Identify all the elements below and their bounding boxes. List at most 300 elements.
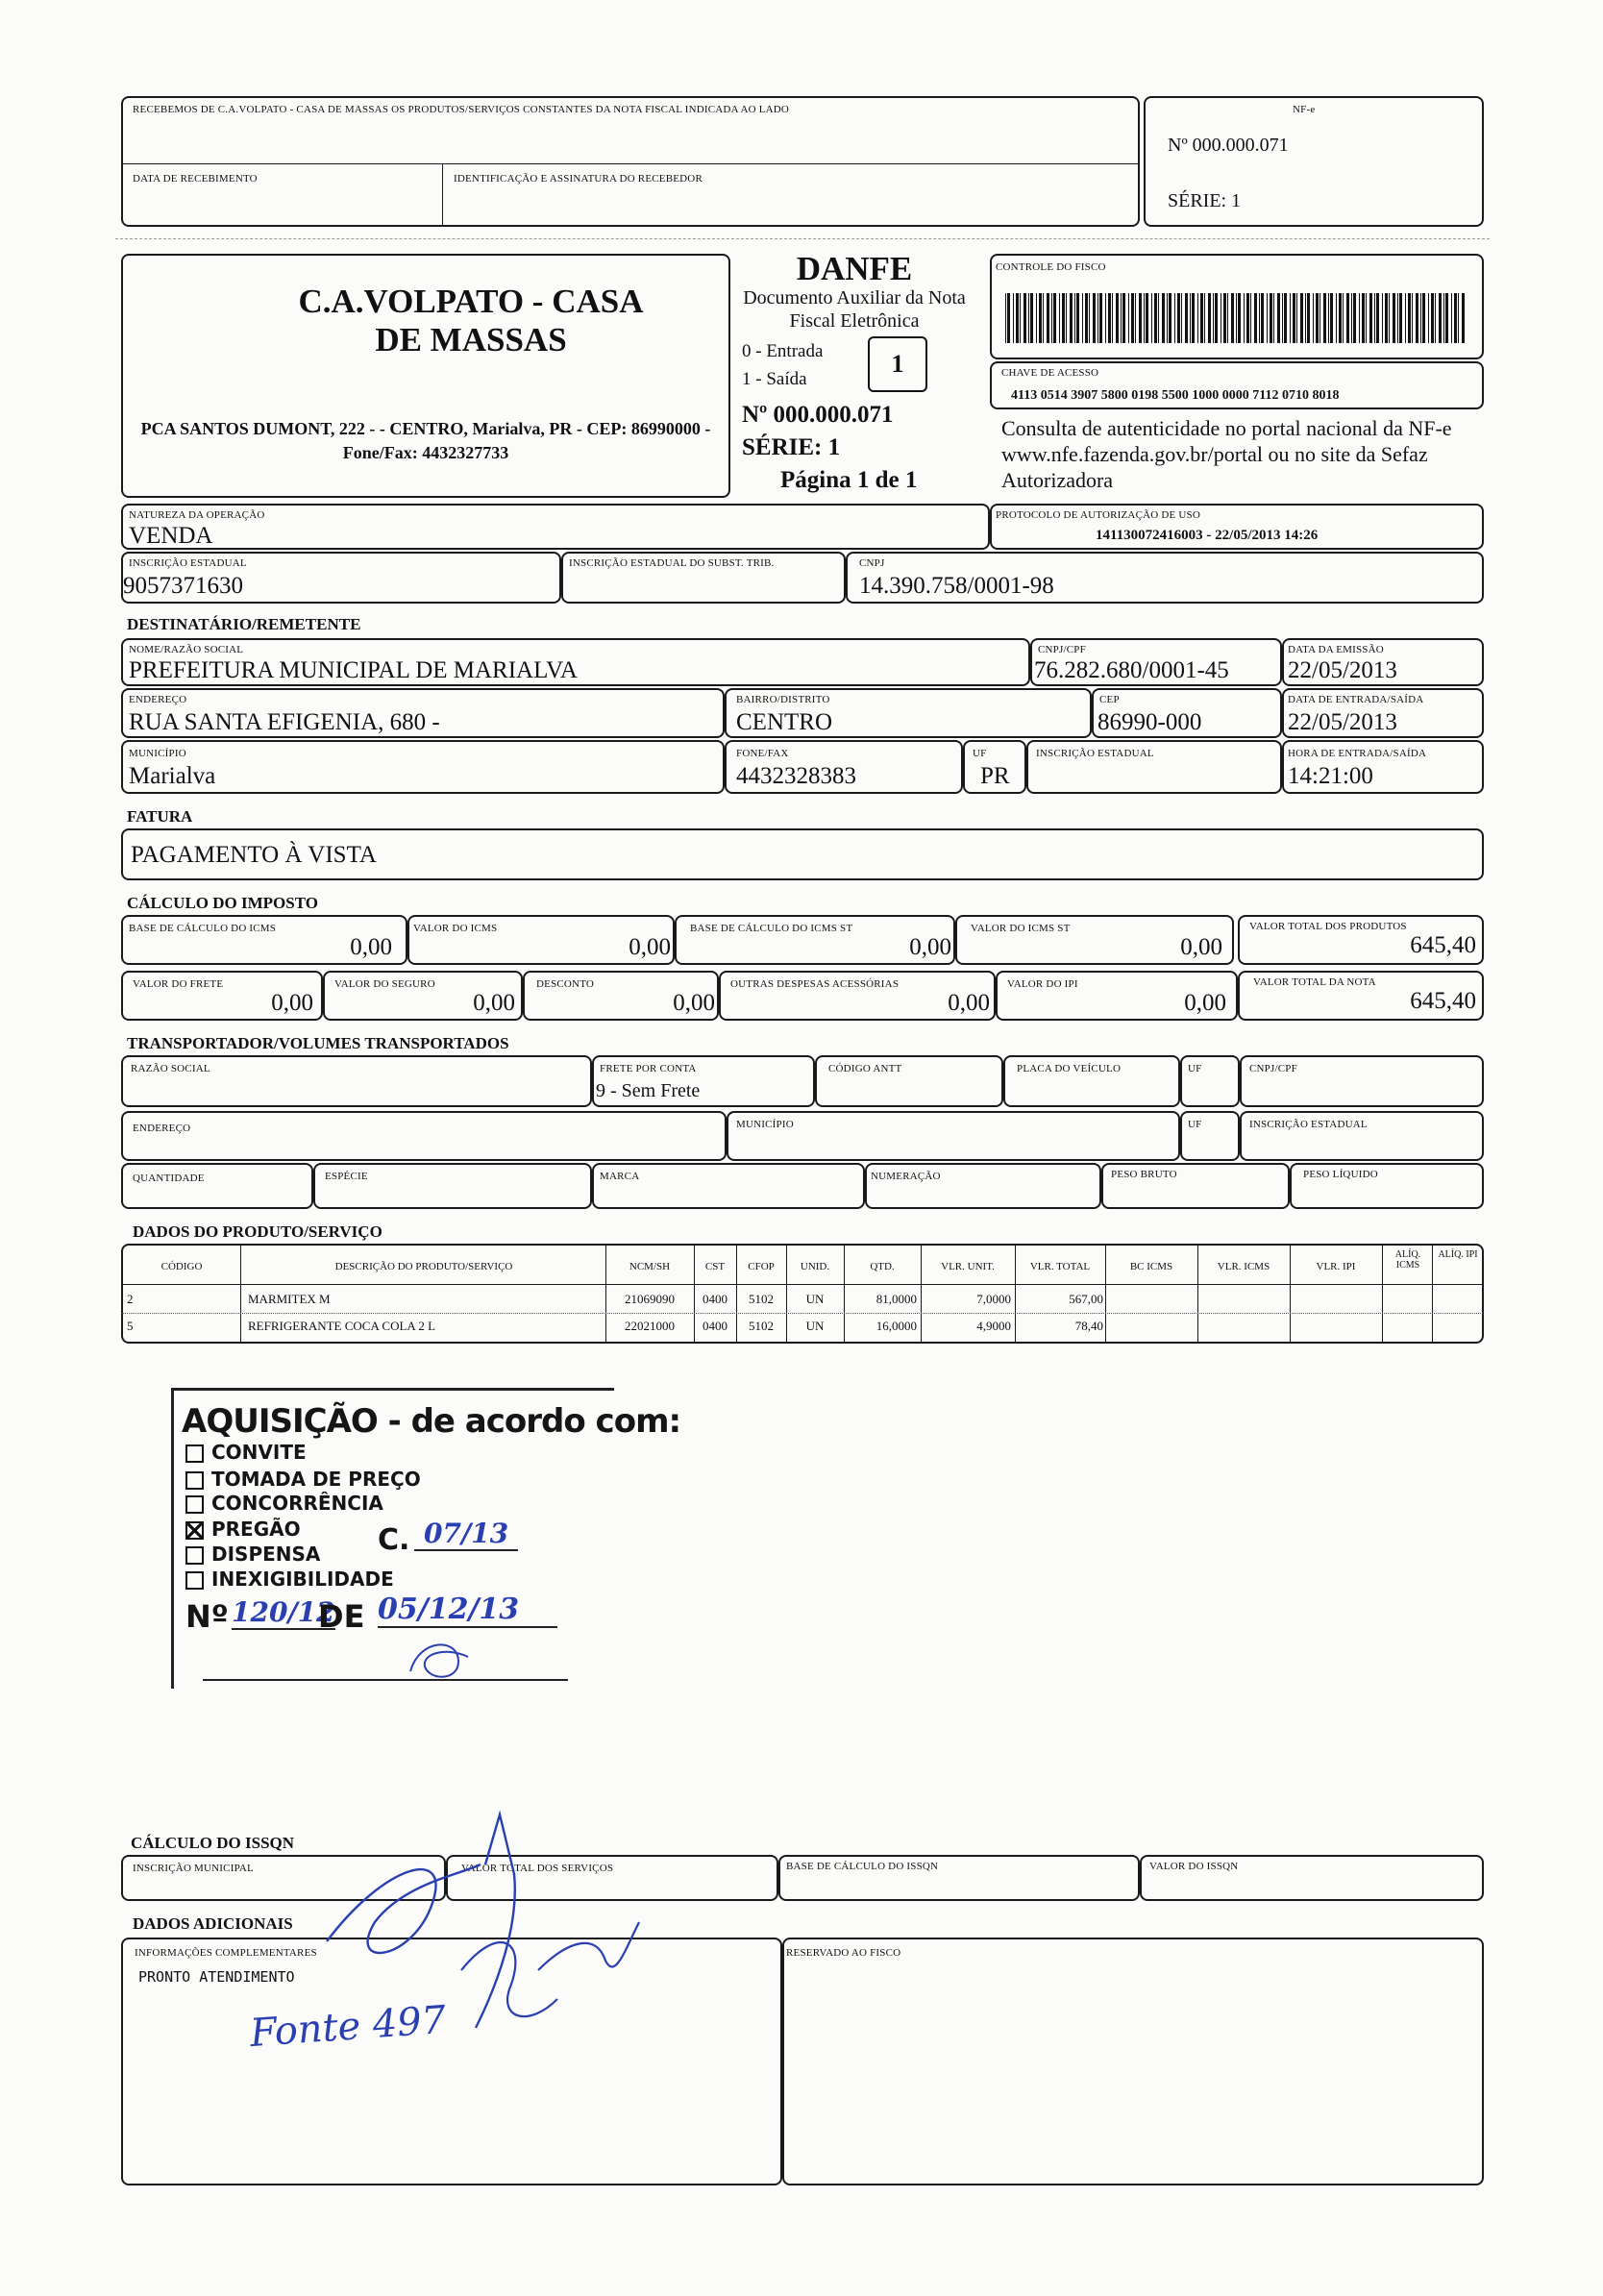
danfe-entrada: 0 - Entrada (742, 341, 824, 361)
imposto-totprod-label: VALOR TOTAL DOS PRODUTOS (1249, 921, 1407, 932)
issqn-section: CÁLCULO DO ISSQN (131, 1834, 295, 1852)
barcode-bar (1300, 293, 1303, 343)
transport-uf2-label: UF (1188, 1119, 1202, 1130)
barcode-bar (1099, 293, 1102, 343)
barcode-bar (1082, 293, 1083, 343)
barcode-bar (1273, 293, 1274, 343)
row2-cst: 0400 (703, 1319, 728, 1333)
recipient-bairro-label: BAIRRO/DISTRITO (736, 694, 830, 705)
barcode-bar (1393, 293, 1395, 343)
barcode-bar (1128, 293, 1129, 343)
cut-line (115, 238, 1490, 239)
adicionais-info-label: INFORMAÇÕES COMPLEMENTARES (135, 1947, 317, 1959)
receipt-date-label: DATA DE RECEBIMENTO (133, 173, 258, 185)
barcode-bar (1047, 293, 1049, 343)
danfe-number: Nº 000.000.071 (742, 402, 894, 428)
stamp-option-1 (185, 1468, 421, 1491)
th-descricao: DESCRIÇÃO DO PRODUTO/SERVIÇO (334, 1261, 513, 1272)
th-bcicms: BC ICMS (1129, 1261, 1173, 1272)
row1-ncm: 21069090 (625, 1292, 675, 1306)
barcode-bar (1093, 293, 1096, 343)
row2-descricao: REFRIGERANTE COCA COLA 2 L (248, 1319, 436, 1333)
row1-qtd: 81,0000 (875, 1292, 917, 1306)
receipt-id-label: IDENTIFICAÇÃO E ASSINATURA DO RECEBEDOR (454, 173, 703, 185)
barcode-bar (1369, 293, 1372, 343)
recipient-cep-label: CEP (1099, 694, 1120, 705)
barcode-bar (1028, 293, 1029, 343)
barcode-bar (1131, 293, 1134, 343)
chave-value: 4113 0514 3907 5800 0198 5500 1000 0000 7112 0710 8018 (1011, 388, 1340, 403)
barcode-bar (1305, 293, 1306, 343)
barcode-bar (1169, 293, 1171, 343)
stamp-option-label: CONCORRÊNCIA (211, 1492, 383, 1515)
barcode-bar (1385, 293, 1388, 343)
barcode-bar (1405, 293, 1406, 343)
imposto-icms-value: 0,00 (629, 934, 671, 960)
barcode-bar (1462, 293, 1465, 343)
barcode-bar (1085, 293, 1088, 343)
barcode-bar (1139, 293, 1142, 343)
transport-qtd-label: QUANTIDADE (133, 1173, 205, 1184)
barcode-bar (1259, 293, 1260, 343)
checkbox-icon (185, 1471, 204, 1490)
barcode-bar (1374, 293, 1375, 343)
ie-label: INSCRIÇÃO ESTADUAL (129, 557, 247, 569)
products-column-divider (1197, 1245, 1198, 1343)
row1-total: 567,00 (1069, 1292, 1103, 1306)
imposto-frete-label: VALOR DO FRETE (133, 978, 224, 990)
th-cfop: CFOP (748, 1261, 775, 1272)
barcode-bar (1200, 293, 1203, 343)
recipient-municipio: Marialva (129, 763, 216, 789)
th-vlricms: VLR. ICMS (1217, 1261, 1270, 1272)
danfe-title: DANFE (796, 250, 913, 287)
recipient-entrada: 22/05/2013 (1288, 709, 1397, 735)
th-ncm: NCM/SH (629, 1261, 671, 1272)
barcode-bar (1366, 293, 1367, 343)
barcode-bar (1108, 293, 1111, 343)
danfe-saida: 1 - Saída (742, 369, 807, 389)
checked-checkbox-icon (185, 1521, 204, 1540)
barcode-bar (1458, 293, 1459, 343)
barcode-bar (1236, 293, 1237, 343)
row1-unit: 7,0000 (976, 1292, 1011, 1306)
receipt-number: Nº 000.000.071 (1168, 135, 1289, 156)
barcode-bar (1144, 293, 1145, 343)
row1-cst: 0400 (703, 1292, 728, 1306)
barcode-bar (1451, 293, 1452, 343)
imposto-ipi-value: 0,00 (1184, 990, 1226, 1016)
barcode-bar (1043, 293, 1044, 343)
receipt-box (121, 96, 1140, 227)
barcode-bar (1454, 293, 1457, 343)
barcode-bar (1399, 293, 1402, 343)
barcode-bar (1389, 293, 1390, 343)
checkbox-icon (185, 1495, 204, 1514)
barcode-bar (1282, 293, 1283, 343)
barcode-bar (1277, 293, 1280, 343)
transport-placa-label: PLACA DO VEÍCULO (1017, 1063, 1122, 1074)
barcode-bar (1353, 293, 1356, 343)
barcode-bar (1296, 293, 1297, 343)
recipient-hora-label: HORA DE ENTRADA/SAÍDA (1288, 748, 1427, 759)
row1-codigo: 2 (127, 1292, 134, 1306)
th-unid: UNID. (800, 1261, 830, 1272)
barcode-bar (1097, 293, 1098, 343)
imposto-frete-value: 0,00 (271, 990, 313, 1016)
recipient-endereco-label: ENDEREÇO (129, 694, 187, 705)
barcode-bar (1261, 293, 1264, 343)
imposto-ipi-label: VALOR DO IPI (1007, 978, 1078, 990)
barcode-bar (1223, 293, 1226, 343)
adicionais-fisco-label: RESERVADO AO FISCO (786, 1947, 901, 1959)
barcode-bar (1359, 293, 1360, 343)
barcode (1005, 293, 1467, 343)
transport-pbruto-label: PESO BRUTO (1111, 1169, 1177, 1180)
stamp-option-label: PREGÃO (211, 1518, 301, 1541)
transport-municipio-box (727, 1111, 1180, 1161)
danfe-type-value: 1 (891, 350, 904, 378)
products-row-divider (122, 1313, 1483, 1314)
barcode-bar (1121, 293, 1122, 343)
issuer-name: C.A.VOLPATO - CASA DE MASSAS (298, 283, 644, 358)
stamp-option-label: DISPENSA (211, 1543, 321, 1566)
danfe-page: Página 1 de 1 (780, 467, 918, 493)
stamp-option-label: INEXIGIBILIDADE (211, 1568, 394, 1591)
protocolo-value: 141130072416003 - 22/05/2013 14:26 (1096, 528, 1319, 543)
stamp-c-value: 07/13 (414, 1518, 518, 1551)
barcode-bar (1250, 293, 1251, 343)
transport-endereco-box (121, 1111, 727, 1161)
barcode-bar (1151, 293, 1152, 343)
stamp-no-value: 120/12 (232, 1596, 335, 1628)
issqn-servicos-label: VALOR TOTAL DOS SERVIÇOS (461, 1863, 614, 1874)
barcode-bar (1007, 293, 1010, 343)
recipient-municipio-label: MUNICÍPIO (129, 748, 186, 759)
th-vlripi: VLR. IPI (1316, 1261, 1356, 1272)
danfe-type-box (868, 336, 927, 392)
barcode-bar (1076, 293, 1079, 343)
recipient-cnpj-label: CNPJ/CPF (1038, 644, 1086, 655)
row2-cfop: 5102 (749, 1319, 774, 1333)
barcode-bar (1154, 293, 1157, 343)
transport-endereco-label: ENDEREÇO (133, 1123, 191, 1134)
barcode-bar (1162, 293, 1165, 343)
barcode-bar (1422, 293, 1425, 343)
barcode-bar (1428, 293, 1429, 343)
barcode-bar (1397, 293, 1398, 343)
barcode-bar (1215, 293, 1218, 343)
products-column-divider (1382, 1245, 1383, 1343)
stamp-de-value: 05/12/13 (378, 1592, 557, 1628)
barcode-bar (1238, 293, 1241, 343)
handwritten-note: Fonte 497 (248, 1997, 448, 2057)
cnpj-label: CNPJ (859, 557, 885, 569)
barcode-bar (1039, 293, 1042, 343)
imposto-bcst-label: BASE DE CÁLCULO DO ICMS ST (690, 923, 853, 934)
transport-pliq-label: PESO LÍQUIDO (1303, 1169, 1378, 1180)
barcode-bar (1313, 293, 1314, 343)
transport-section: TRANSPORTADOR/VOLUMES TRANSPORTADOS (127, 1034, 509, 1052)
row2-total: 78,40 (1074, 1319, 1103, 1333)
barcode-bar (1244, 293, 1245, 343)
adicionais-fisco-box (782, 1938, 1484, 2185)
recipient-emissao-label: DATA DA EMISSÃO (1288, 644, 1384, 655)
ie-value: 9057371630 (123, 573, 243, 599)
adicionais-section: DADOS ADICIONAIS (133, 1914, 293, 1933)
barcode-bar (1445, 293, 1448, 343)
recipient-bairro: CENTRO (736, 709, 832, 735)
barcode-bar (1246, 293, 1249, 343)
barcode-bar (1192, 293, 1195, 343)
barcode-bar (1431, 293, 1434, 343)
row2-codigo: 5 (127, 1319, 134, 1333)
transport-marca-label: MARCA (600, 1171, 640, 1182)
barcode-bar (1089, 293, 1090, 343)
barcode-bar (1290, 293, 1291, 343)
barcode-bar (1267, 293, 1268, 343)
imposto-totnota-value: 645,40 (1410, 988, 1476, 1014)
recipient-uf-label: UF (973, 748, 987, 759)
stamp-option-4 (185, 1543, 320, 1566)
issqn-valor-label: VALOR DO ISSQN (1149, 1861, 1239, 1872)
stamp-option-2 (185, 1492, 383, 1515)
transport-cnpj-label: CNPJ/CPF (1249, 1063, 1297, 1074)
transport-especie-label: ESPÉCIE (325, 1171, 368, 1182)
imposto-desconto-label: DESCONTO (536, 978, 595, 990)
consulta-text: Consulta de autenticidade no portal nacional da NF-e www.nfe.fazenda.gov.br/portal ou no site da Sefaz Autorizadora (1001, 416, 1452, 492)
barcode-bar (1362, 293, 1365, 343)
th-qtd: QTD. (870, 1261, 895, 1272)
barcode-bar (1020, 293, 1021, 343)
barcode-bar (1023, 293, 1026, 343)
row1-unid: UN (805, 1292, 825, 1306)
recipient-name-label: NOME/RAZÃO SOCIAL (129, 644, 244, 655)
recipient-fone-label: FONE/FAX (736, 748, 789, 759)
th-codigo: CÓDIGO (160, 1261, 203, 1272)
barcode-bar (1105, 293, 1106, 343)
barcode-bar (1204, 293, 1205, 343)
barcode-bar (1181, 293, 1182, 343)
transport-uf-label: UF (1188, 1063, 1202, 1074)
recipient-uf: PR (980, 763, 1010, 789)
products-column-divider (1105, 1245, 1106, 1343)
recipient-hora: 14:21:00 (1288, 763, 1373, 789)
issqn-bc-label: BASE DE CÁLCULO DO ISSQN (786, 1861, 939, 1872)
products-column-divider (1432, 1245, 1433, 1343)
barcode-bar (1284, 293, 1287, 343)
barcode-bar (1339, 293, 1342, 343)
receipt-serie: SÉRIE: 1 (1168, 190, 1242, 211)
barcode-bar (1420, 293, 1421, 343)
barcode-bar (1382, 293, 1383, 343)
transport-antt-label: CÓDIGO ANTT (828, 1063, 902, 1074)
barcode-bar (1066, 293, 1067, 343)
th-aliqipi: ALÍQ. IPI (1438, 1249, 1478, 1260)
row2-ncm: 22021000 (625, 1319, 675, 1333)
products-section: DADOS DO PRODUTO/SERVIÇO (133, 1222, 382, 1241)
barcode-bar (1208, 293, 1211, 343)
barcode-bar (1013, 293, 1014, 343)
recipient-ie-label: INSCRIÇÃO ESTADUAL (1036, 748, 1154, 759)
stamp-option-0 (185, 1441, 307, 1464)
barcode-bar (1112, 293, 1113, 343)
danfe-subtitle: Documento Auxiliar da Nota Fiscal Eletrônica (743, 287, 966, 332)
imposto-bc-label: BASE DE CÁLCULO DO ICMS (129, 923, 277, 934)
barcode-bar (1122, 293, 1125, 343)
imposto-totprod-value: 645,40 (1410, 932, 1476, 958)
transport-qtd-box (121, 1163, 313, 1209)
barcode-bar (1053, 293, 1056, 343)
barcode-bar (1319, 293, 1320, 343)
natureza-value: VENDA (129, 523, 213, 549)
transport-municipio-label: MUNICÍPIO (736, 1119, 794, 1130)
recipient-section: DESTINATÁRIO/REMETENTE (127, 615, 361, 633)
stamp-c-label: C. (378, 1523, 410, 1557)
chave-label: CHAVE DE ACESSO (1001, 367, 1099, 379)
barcode-bar (1074, 293, 1075, 343)
receipt-text: RECEBEMOS DE C.A.VOLPATO - CASA DE MASSAS OS PRODUTOS/SERVIÇOS CONSTANTES DA NOTA FISCAL INDICADA AO LADO (133, 104, 790, 115)
stamp-option-label: TOMADA DE PREÇO (211, 1468, 421, 1491)
barcode-bar (1167, 293, 1168, 343)
barcode-bar (1185, 293, 1188, 343)
receipt-divider (122, 163, 1139, 164)
recipient-entrada-label: DATA DE ENTRADA/SAÍDA (1288, 694, 1424, 705)
stamp-de-label: DE (318, 1598, 365, 1635)
natureza-label: NATUREZA DA OPERAÇÃO (129, 509, 265, 521)
row2-qtd: 16,0000 (875, 1319, 917, 1333)
imposto-desconto-value: 0,00 (673, 990, 715, 1016)
recipient-name: PREFEITURA MUNICIPAL DE MARIALVA (129, 657, 578, 683)
barcode-bar (1016, 293, 1019, 343)
imposto-bc-value: 0,00 (350, 934, 392, 960)
barcode-bar (1343, 293, 1344, 343)
barcode-bar (1439, 293, 1442, 343)
barcode-bar (1190, 293, 1191, 343)
imposto-icms-label: VALOR DO ICMS (413, 923, 498, 934)
stamp-option-3 (185, 1518, 301, 1541)
barcode-bar (1197, 293, 1198, 343)
barcode-bar (1254, 293, 1257, 343)
fatura-section: FATURA (127, 807, 193, 826)
barcode-bar (1328, 293, 1329, 343)
recipient-cnpj: 76.282.680/0001-45 (1034, 657, 1229, 683)
transport-frete-label: FRETE POR CONTA (600, 1063, 697, 1074)
checkbox-icon (185, 1571, 204, 1590)
issqn-im-label: INSCRIÇÃO MUNICIPAL (133, 1863, 254, 1874)
adicionais-info-text: PRONTO ATENDIMENTO (138, 1968, 295, 1986)
stamp-option-label: CONVITE (211, 1441, 307, 1464)
imposto-icmsst-value: 0,00 (1180, 934, 1222, 960)
barcode-bar (1307, 293, 1310, 343)
barcode-bar (1213, 293, 1214, 343)
transport-numeracao-label: NUMERAÇÃO (871, 1171, 941, 1182)
th-unit: VLR. UNIT. (941, 1261, 995, 1272)
row2-unid: UN (805, 1319, 825, 1333)
barcode-bar (1408, 293, 1411, 343)
barcode-bar (1174, 293, 1175, 343)
fatura-text: PAGAMENTO À VISTA (131, 842, 377, 868)
barcode-bar (1346, 293, 1349, 343)
transport-razao-label: RAZÃO SOCIAL (131, 1063, 210, 1074)
barcode-bar (1316, 293, 1319, 343)
checkbox-icon (185, 1546, 204, 1565)
imposto-seguro-value: 0,00 (473, 990, 515, 1016)
th-cst: CST (704, 1261, 726, 1272)
products-column-divider (240, 1245, 241, 1343)
barcode-bar (1116, 293, 1119, 343)
row1-descricao: MARMITEX M (248, 1292, 331, 1306)
th-total: VLR. TOTAL (1029, 1261, 1091, 1272)
products-header-line (122, 1284, 1483, 1285)
barcode-bar (1059, 293, 1060, 343)
issuer-address: PCA SANTOS DUMONT, 222 - - CENTRO, Marialva, PR - CEP: 86990000 - Fone/Fax: 4432327733 (140, 419, 711, 462)
barcode-bar (1036, 293, 1037, 343)
barcode-bar (1270, 293, 1272, 343)
barcode-bar (1135, 293, 1136, 343)
barcode-bar (1051, 293, 1052, 343)
stamp-initials-signature (401, 1633, 478, 1691)
barcode-bar (1227, 293, 1228, 343)
barcode-bar (1231, 293, 1234, 343)
barcode-bar (1416, 293, 1418, 343)
barcode-bar (1443, 293, 1444, 343)
barcode-bar (1412, 293, 1413, 343)
recipient-emissao: 22/05/2013 (1288, 657, 1397, 683)
barcode-bar (1376, 293, 1379, 343)
imposto-outras-label: OUTRAS DESPESAS ACESSÓRIAS (730, 978, 900, 990)
imposto-seguro-label: VALOR DO SEGURO (334, 978, 435, 990)
ie-st-label: INSCRIÇÃO ESTADUAL DO SUBST. TRIB. (569, 557, 775, 569)
stamp-title: AQUISIÇÃO - de acordo com: (182, 1402, 681, 1441)
imposto-bcst-value: 0,00 (909, 934, 951, 960)
stamp-no-label: Nº (185, 1598, 229, 1635)
recipient-cep: 86990-000 (1097, 709, 1202, 735)
barcode-bar (1146, 293, 1148, 343)
barcode-bar (1293, 293, 1295, 343)
barcode-bar (1070, 293, 1073, 343)
signature-scribble (308, 1807, 654, 2057)
transport-frete-value: 9 - Sem Frete (596, 1080, 701, 1101)
checkbox-icon (185, 1444, 204, 1463)
imposto-section: CÁLCULO DO IMPOSTO (127, 894, 318, 912)
barcode-bar (1177, 293, 1180, 343)
imposto-totnota-label: VALOR TOTAL DA NOTA (1253, 976, 1376, 988)
receipt-nfe-label: NF-e (1293, 104, 1316, 115)
recipient-endereco: RUA SANTA EFIGENIA, 680 - (129, 709, 440, 735)
barcode-bar (1062, 293, 1065, 343)
imposto-icmsst-label: VALOR DO ICMS ST (971, 923, 1071, 934)
barcode-bar (1330, 293, 1333, 343)
imposto-outras-value: 0,00 (948, 990, 990, 1016)
protocolo-label: PROTOCOLO DE AUTORIZAÇÃO DE USO (996, 509, 1200, 521)
row2-unit: 4,9000 (976, 1319, 1011, 1333)
row1-cfop: 5102 (749, 1292, 774, 1306)
barcode-bar (1005, 293, 1006, 343)
products-column-divider (1290, 1245, 1291, 1343)
barcode-bar (1158, 293, 1159, 343)
stamp-signature-line (203, 1679, 568, 1681)
acquisition-stamp (171, 1388, 681, 1689)
th-aliqicms: ALÍQ. ICMS (1394, 1249, 1421, 1271)
receipt-vdivider (442, 163, 443, 227)
stamp-option-5 (185, 1568, 394, 1591)
transport-ie-label: INSCRIÇÃO ESTADUAL (1249, 1119, 1368, 1130)
barcode-bar (1435, 293, 1436, 343)
recipient-fone: 4432328383 (736, 763, 856, 789)
cnpj-value: 14.390.758/0001-98 (859, 573, 1054, 599)
barcode-bar (1323, 293, 1326, 343)
